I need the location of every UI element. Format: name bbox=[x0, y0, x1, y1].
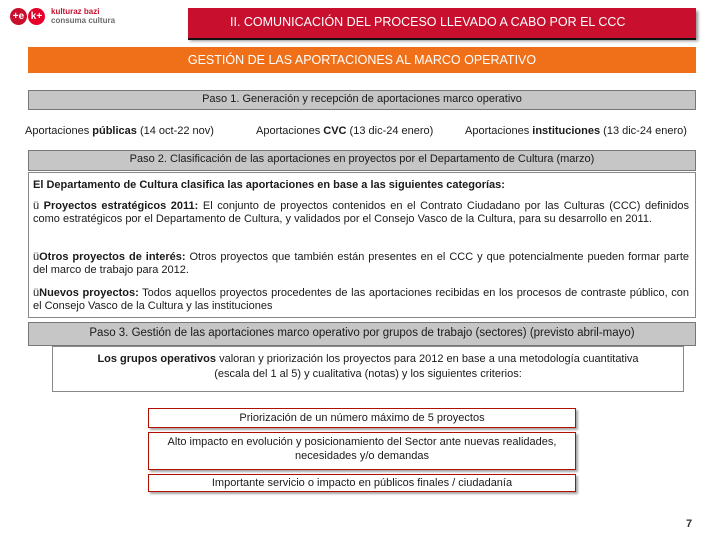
criterion-1: Priorización de un número máximo de 5 proyectos bbox=[148, 408, 576, 428]
groups-box bbox=[52, 346, 684, 392]
category-new: üNuevos proyectos: Todos aquellos proyectos procedentes de las aportaciones recibidas en los procesos de contraste público, con el Consejo Vasco de la Cultura y las instituciones bbox=[33, 287, 689, 312]
categories-box bbox=[28, 172, 696, 318]
logo-line-1: kulturaz bazi bbox=[51, 7, 100, 16]
categories-intro: El Departamento de Cultura clasifica las aportaciones en base a las siguientes categorías: bbox=[33, 179, 505, 191]
groups-line-2: (escala del 1 al 5) y cualitativa (notas) y los siguientes criterios: bbox=[214, 368, 522, 380]
logo bbox=[10, 8, 180, 36]
step-2-header: Paso 2. Clasificación de las aportaciones en proyectos por el Departamento de Cultura (marzo) bbox=[28, 150, 696, 171]
groups-line-1: Los grupos operativos valoran y priorización los proyectos para 2012 en base a una metodología cuantitativa bbox=[97, 353, 639, 365]
criterion-2: Alto impacto en evolución y posicionamiento del Sector ante nuevas realidades, necesidades y/o demandas bbox=[148, 432, 576, 470]
step-1-header: Paso 1. Generación y recepción de aportaciones marco operativo bbox=[28, 90, 696, 110]
check-icon: ü bbox=[33, 251, 40, 263]
category-strategic: ü Proyectos estratégicos 2011: El conjunto de proyectos contenidos en el Contrato Ciudadano por las Culturas (CCC) definidos como estratégicos por el Departamento de Cultura, y validados por el Consejo Vasco de la Cultura, para su desarrollo en 2011. bbox=[33, 200, 689, 225]
logo-text bbox=[51, 8, 115, 25]
logo-circle-e: +e bbox=[10, 8, 27, 25]
section-banner: GESTIÓN DE LAS APORTACIONES AL MARCO OPERATIVO bbox=[28, 47, 696, 73]
contribution-cvc: Aportaciones CVC (13 dic-24 enero) bbox=[256, 125, 434, 137]
contribution-public: Aportaciones públicas (14 oct-22 nov) bbox=[25, 125, 214, 137]
step-3-header: Paso 3. Gestión de las aportaciones marco operativo por grupos de trabajo (sectores) (previsto abril-mayo) bbox=[28, 322, 696, 346]
check-icon: ü bbox=[33, 200, 40, 212]
header-underline bbox=[188, 38, 696, 40]
page-number: 7 bbox=[686, 518, 693, 530]
logo-circle-k: k+ bbox=[28, 8, 45, 25]
category-other: üOtros proyectos de interés: Otros proyectos que también están presentes en el CCC y que potencialmente pueden formar parte del marco de trabajo para 2012. bbox=[33, 251, 689, 276]
contribution-institutions: Aportaciones instituciones (13 dic-24 enero) bbox=[465, 125, 687, 137]
criterion-3: Importante servicio o impacto en públicos finales / ciudadanía bbox=[148, 474, 576, 492]
check-icon: ü bbox=[33, 287, 40, 299]
page-title: II. COMUNICACIÓN DEL PROCESO LLEVADO A CABO POR EL CCC bbox=[230, 15, 626, 29]
logo-line-2: consuma cultura bbox=[51, 15, 116, 25]
